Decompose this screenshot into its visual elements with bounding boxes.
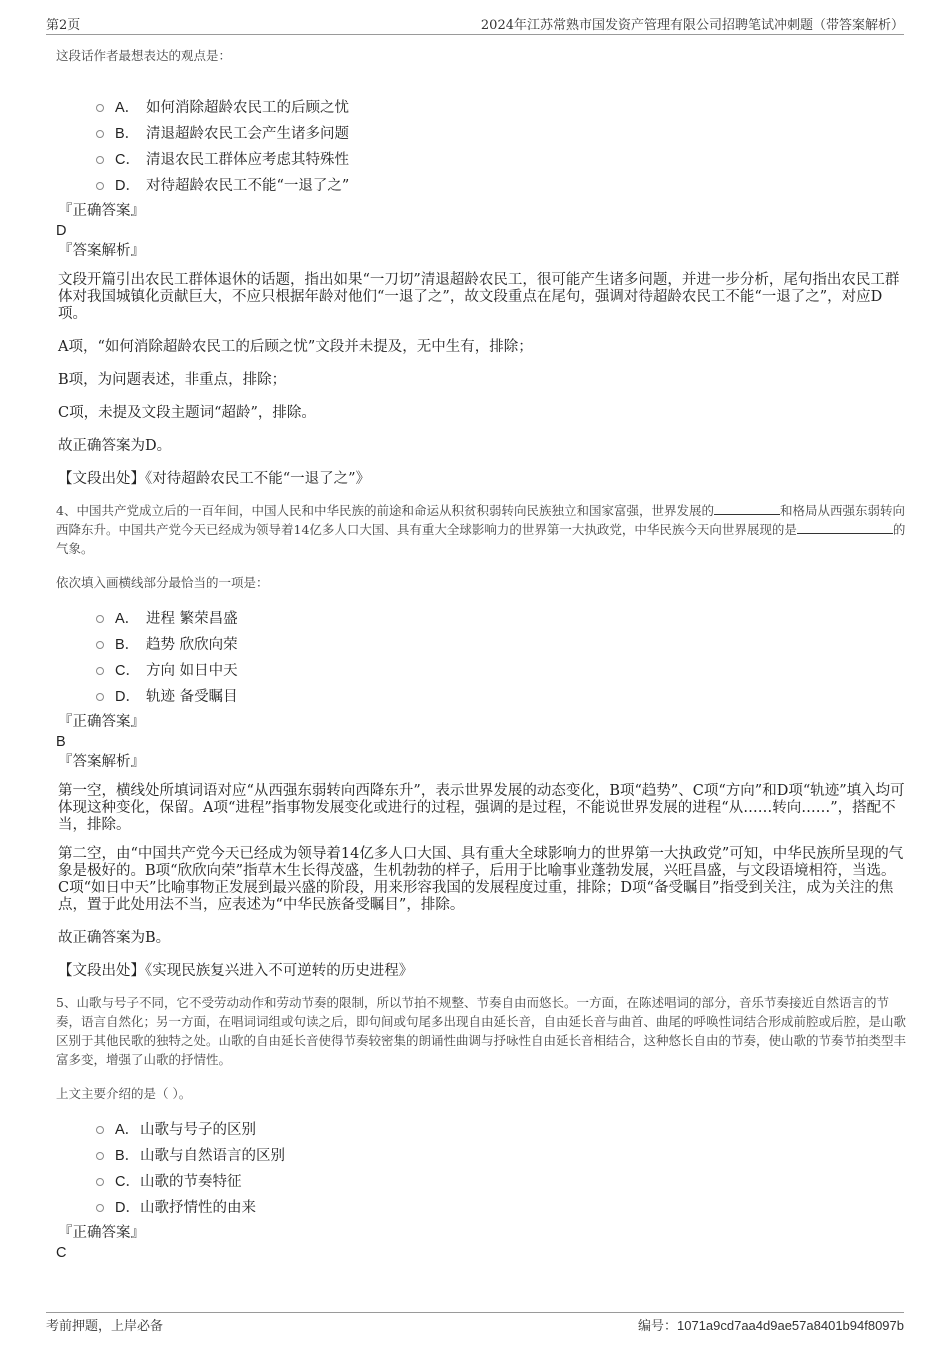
- radio-icon[interactable]: [96, 156, 104, 164]
- option-b[interactable]: B． 清退超龄农民工会产生诸多问题: [96, 121, 906, 147]
- document-code: 编号：1071a9cd7aa4d9ae57a8401b94f8097b: [637, 1318, 904, 1334]
- radio-icon[interactable]: [96, 641, 104, 649]
- page-content: [56, 46, 906, 1263]
- analysis-paragraph: A项，“如何消除超龄农民工的后顾之忧”文段并未提及，无中生有，排除；: [58, 339, 533, 355]
- radio-icon[interactable]: [96, 1152, 104, 1160]
- analysis-conclusion: 故正确答案为B。: [58, 930, 171, 946]
- analysis-paragraph: 第一空，横线处所填词语对应“从西强东弱转向西降东升”，表示世界发展的动态变化，B项“趋势”、C项“方向”和D项“轨迹”填入均可体现这种变化，保留。A项“进程”指事物发展变化或进行的过程，强调的是过程，不能说世界发展的进程“从……转向……”，搭配不当，排除。: [58, 783, 905, 833]
- question-stem: 5、山歌与号子不同，它不受劳动动作和劳动节奏的限制，所以节拍不规整、节奏自由而悠长。一方面，在陈述唱词的部分，音乐节奏接近自然语言的节奏，语言自然化；另一方面，在唱词词组或句读之后，即句间或句尾多出现自由延长音，自由延长音与曲首、曲尾的呼唤性词结合形成前腔或后腔，是山歌区别于其他民歌的独特之处。山歌的自由延长音使得节奏较密集的朗诵性曲调与抒咏性自由延长音相结合，这种悠长自由的节奏，使山歌的节奏节拍类型丰富多变，增强了山歌的抒情性。: [56, 995, 907, 1067]
- correct-answer: B: [56, 734, 66, 750]
- option-b[interactable]: B． 山歌与自然语言的区别: [96, 1143, 906, 1169]
- options-list: [56, 95, 906, 199]
- correct-answer-label: 『正确答案』: [58, 714, 145, 730]
- page-footer: [46, 1312, 904, 1333]
- option-a[interactable]: A． 如何消除超龄农民工的后顾之忧: [96, 95, 906, 121]
- option-a[interactable]: A． 山歌与号子的区别: [96, 1117, 906, 1143]
- radio-icon[interactable]: [96, 667, 104, 675]
- page-number: 第2页: [46, 18, 81, 33]
- correct-answer-label: 『正确答案』: [58, 203, 145, 219]
- radio-icon[interactable]: [96, 615, 104, 623]
- correct-answer-label: 『正确答案』: [58, 1225, 145, 1241]
- passage-source: 【文段出处】《对待超龄农民工不能“一退了之”》: [58, 471, 371, 487]
- option-d[interactable]: D． 对待超龄农民工不能“一退了之”: [96, 173, 906, 199]
- analysis-paragraph: 文段开篇引出农民工群体退休的话题，指出如果“一刀切”清退超龄农民工，很可能产生诸多问题，并进一步分析，尾句指出农民工群体对我国城镇化贡献巨大，不应只根据年龄对他们“一退了之”，故文段重点在尾句，强调对待超龄农民工不能“一退了之”，对应D项。: [58, 272, 900, 322]
- fill-blank: [714, 502, 780, 515]
- correct-answer: D: [56, 223, 67, 239]
- analysis-label: 『答案解析』: [58, 754, 145, 770]
- document-title: 2024年江苏常熟市国发资产管理有限公司招聘笔试冲刺题（带答案解析）: [480, 18, 904, 33]
- analysis-paragraph: B项，为问题表述，非重点，排除；: [58, 372, 287, 388]
- question-prompt: 这段话作者最想表达的观点是：: [56, 48, 232, 63]
- radio-icon[interactable]: [96, 1204, 104, 1212]
- radio-icon[interactable]: [96, 693, 104, 701]
- option-c[interactable]: C． 山歌的节奏特征: [96, 1169, 906, 1195]
- option-b[interactable]: B． 趋势 欣欣向荣: [96, 632, 906, 658]
- radio-icon[interactable]: [96, 104, 104, 112]
- analysis-label: 『答案解析』: [58, 243, 145, 259]
- passage-source: 【文段出处】《实现民族复兴进入不可逆转的历史进程》: [58, 963, 414, 979]
- option-c[interactable]: C． 方向 如日中天: [96, 658, 906, 684]
- radio-icon[interactable]: [96, 1178, 104, 1186]
- question-prompt: 上文主要介绍的是（ ）。: [56, 1086, 192, 1101]
- analysis-paragraph: C项，未提及文段主题词“超龄”，排除。: [58, 405, 316, 421]
- option-d[interactable]: D． 山歌抒情性的由来: [96, 1195, 906, 1221]
- option-c[interactable]: C． 清退农民工群体应考虑其特殊性: [96, 147, 906, 173]
- radio-icon[interactable]: [96, 1126, 104, 1134]
- options-list: [56, 606, 906, 710]
- question-5: [56, 993, 906, 1263]
- footer-slogan: 考前押题，上岸必备: [46, 1319, 164, 1334]
- correct-answer: C: [56, 1245, 67, 1261]
- option-d[interactable]: D． 轨迹 备受瞩目: [96, 684, 906, 710]
- question-prompt: 依次填入画横线部分最恰当的一项是：: [56, 575, 269, 590]
- question-3: [56, 46, 906, 489]
- options-list: [56, 1117, 906, 1221]
- fill-blank: [797, 521, 893, 534]
- question-4: [56, 501, 906, 981]
- analysis-paragraph: 第二空，由“中国共产党今天已经成为领导着14亿多人口大国、具有重大全球影响力的世界第一大执政党”可知，中华民族所呈现的气象是极好的。B项“欣欣向荣”指草木生长得茂盛，生机勃勃的样子，后用于比喻事业蓬勃发展，兴旺昌盛，与文段语境相符，当选。C项“如日中天”比喻事物正发展到最兴盛的阶段，用来形容我国的发展程度过重，排除；D项“备受瞩目”指受到关注，成为关注的焦点，置于此处用法不当，应表述为“中华民族备受瞩目”，排除。: [58, 846, 904, 913]
- page-header: [46, 14, 904, 35]
- radio-icon[interactable]: [96, 182, 104, 190]
- analysis-conclusion: 故正确答案为D。: [58, 438, 172, 454]
- radio-icon[interactable]: [96, 130, 104, 138]
- question-stem: 4、中国共产党成立后的一百年间，中国人民和中华民族的前途和命运从积贫积弱转向民族独立和国家富强，世界发展的 和格局从西强东弱转向西降东升。中国共产党今天已经成为领导着14亿多人口大国、具有重大全球影响力的世界第一大执政党，中华民族今天向世界展现的是 的气象。: [56, 503, 906, 556]
- option-a[interactable]: A． 进程 繁荣昌盛: [96, 606, 906, 632]
